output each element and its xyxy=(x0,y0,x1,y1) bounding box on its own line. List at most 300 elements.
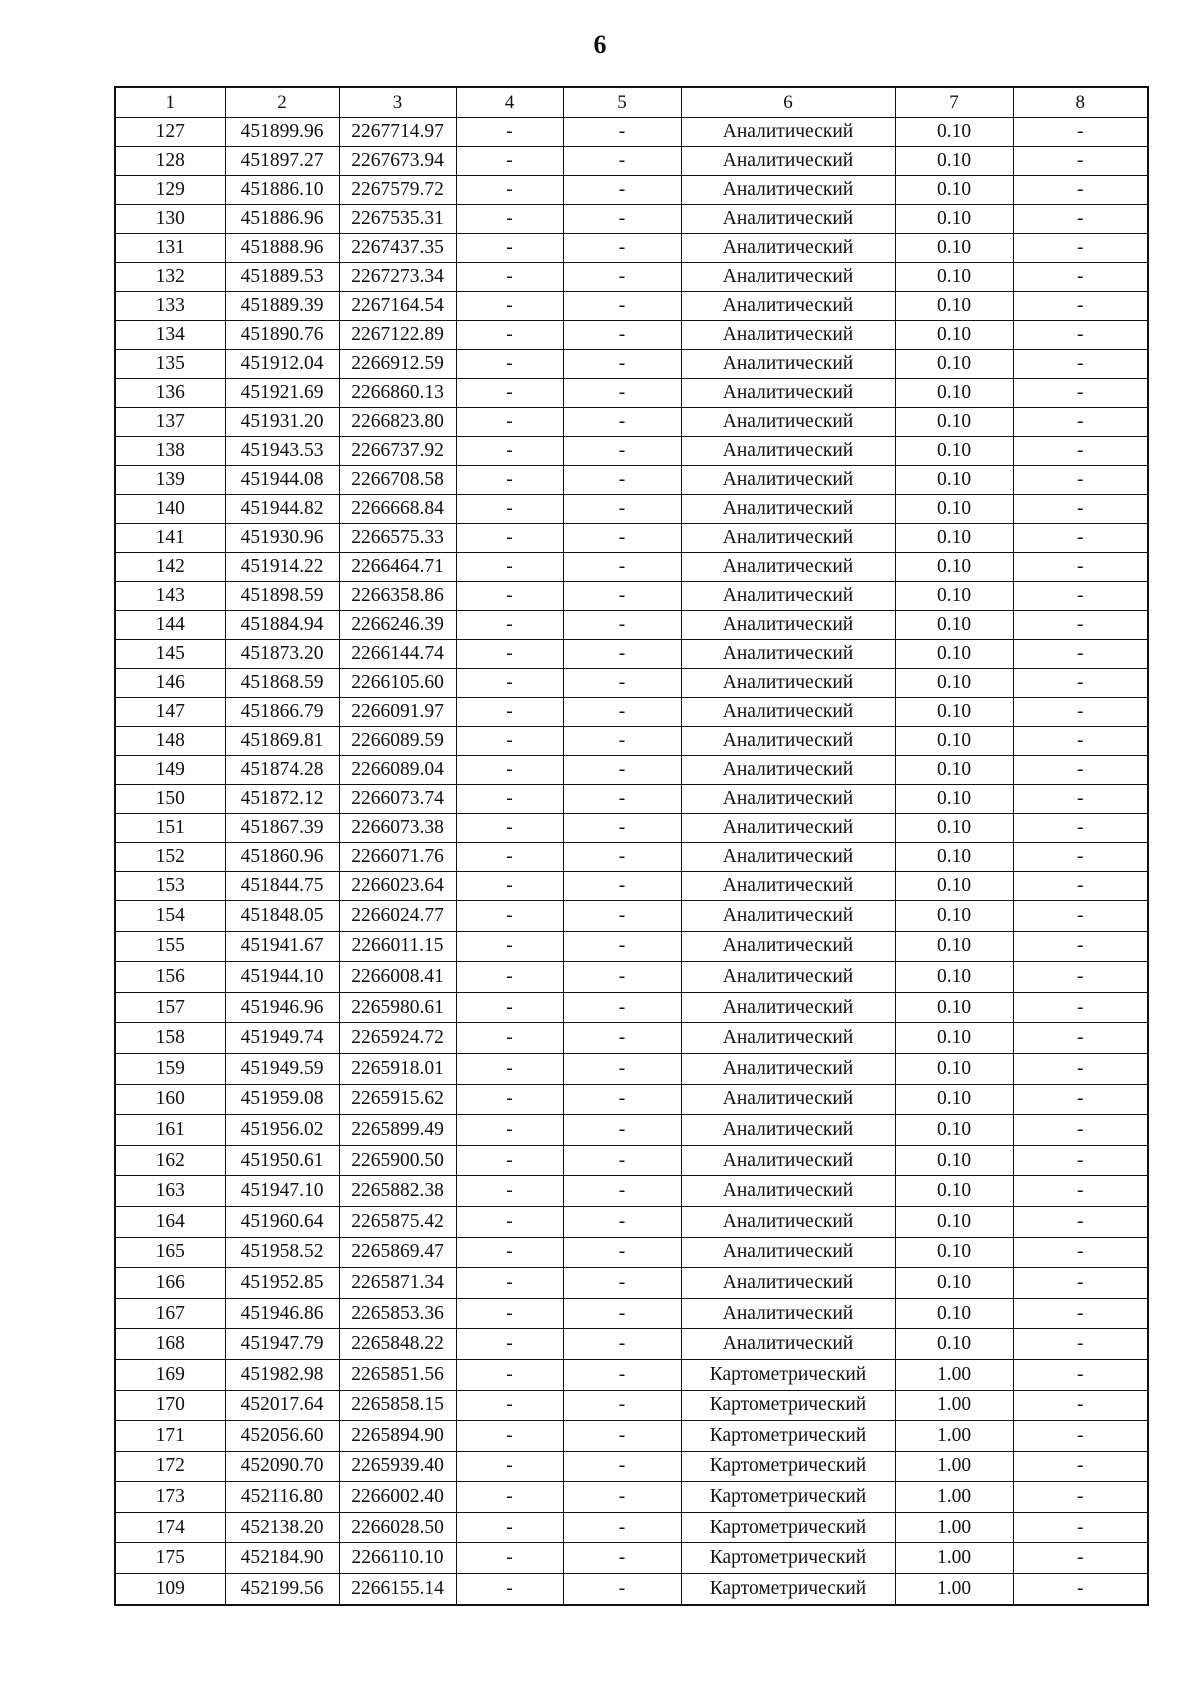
table-cell: 451866.79 xyxy=(225,698,339,727)
table-cell: Аналитический xyxy=(681,1176,895,1207)
table-cell: 2265899.49 xyxy=(339,1115,456,1146)
table-cell: - xyxy=(1013,1329,1148,1360)
table-cell: Аналитический xyxy=(681,1298,895,1329)
table-cell: 156 xyxy=(115,962,225,993)
table-cell: - xyxy=(1013,118,1148,147)
table-cell: 0.10 xyxy=(895,872,1013,901)
table-cell: - xyxy=(563,756,681,785)
table-cell: 0.10 xyxy=(895,1298,1013,1329)
table-cell: Аналитический xyxy=(681,321,895,350)
table-cell: 141 xyxy=(115,524,225,553)
table-cell: 0.10 xyxy=(895,205,1013,234)
table-cell: 0.10 xyxy=(895,611,1013,640)
table-cell: 127 xyxy=(115,118,225,147)
table-cell: Аналитический xyxy=(681,698,895,727)
table-row xyxy=(115,408,1148,437)
table-cell: - xyxy=(1013,698,1148,727)
table-cell: 159 xyxy=(115,1053,225,1084)
table-row xyxy=(115,553,1148,582)
table-cell: Аналитический xyxy=(681,814,895,843)
table-cell: 2265858.15 xyxy=(339,1390,456,1421)
table-cell: 2266028.50 xyxy=(339,1512,456,1543)
table-cell: 129 xyxy=(115,176,225,205)
table-cell: - xyxy=(563,814,681,843)
table-row xyxy=(115,263,1148,292)
table-cell: 451897.27 xyxy=(225,147,339,176)
table-cell: 0.10 xyxy=(895,263,1013,292)
table-row xyxy=(115,640,1148,669)
table-cell: 451889.53 xyxy=(225,263,339,292)
table-cell: 451873.20 xyxy=(225,640,339,669)
table-cell: 157 xyxy=(115,992,225,1023)
table-cell: 2266860.13 xyxy=(339,379,456,408)
table-cell: Аналитический xyxy=(681,379,895,408)
table-cell: Аналитический xyxy=(681,992,895,1023)
table-cell: - xyxy=(563,1084,681,1115)
table-row xyxy=(115,669,1148,698)
table-cell: 451844.75 xyxy=(225,872,339,901)
table-cell: - xyxy=(563,843,681,872)
table-cell: 170 xyxy=(115,1390,225,1421)
column-header: 3 xyxy=(339,87,456,118)
table-cell: - xyxy=(456,524,563,553)
table-cell: 0.10 xyxy=(895,495,1013,524)
table-cell: 0.10 xyxy=(895,931,1013,962)
table-cell: 2266008.41 xyxy=(339,962,456,993)
table-cell: Аналитический xyxy=(681,1145,895,1176)
table-row xyxy=(115,118,1148,147)
table-cell: 0.10 xyxy=(895,466,1013,495)
table-cell: Аналитический xyxy=(681,1023,895,1054)
table-cell: 451950.61 xyxy=(225,1145,339,1176)
table-cell: 173 xyxy=(115,1482,225,1513)
table-cell: 1.00 xyxy=(895,1421,1013,1452)
table-cell: Аналитический xyxy=(681,931,895,962)
table-cell: 0.10 xyxy=(895,992,1013,1023)
table-cell: 451947.79 xyxy=(225,1329,339,1360)
table-row xyxy=(115,1512,1148,1543)
table-cell: 2267579.72 xyxy=(339,176,456,205)
table-cell: - xyxy=(563,1115,681,1146)
table-cell: 452017.64 xyxy=(225,1390,339,1421)
column-header: 1 xyxy=(115,87,225,118)
table-cell: 2266668.84 xyxy=(339,495,456,524)
table-cell: 175 xyxy=(115,1543,225,1574)
table-cell: 1.00 xyxy=(895,1359,1013,1390)
table-cell: Аналитический xyxy=(681,640,895,669)
table-cell: - xyxy=(456,1298,563,1329)
table-cell: 2267535.31 xyxy=(339,205,456,234)
table-cell: 2266110.10 xyxy=(339,1543,456,1574)
column-header: 5 xyxy=(563,87,681,118)
table-cell: Картометрический xyxy=(681,1482,895,1513)
table-cell: 0.10 xyxy=(895,669,1013,698)
table-cell: - xyxy=(456,1023,563,1054)
table-cell: - xyxy=(563,698,681,727)
table-cell: - xyxy=(563,1023,681,1054)
column-header: 6 xyxy=(681,87,895,118)
table-cell: 160 xyxy=(115,1084,225,1115)
table-cell: - xyxy=(456,1268,563,1299)
table-cell: 451848.05 xyxy=(225,901,339,932)
table-cell: 143 xyxy=(115,582,225,611)
table-cell: - xyxy=(1013,1268,1148,1299)
table-row xyxy=(115,756,1148,785)
table-cell: - xyxy=(456,1145,563,1176)
table-cell: Аналитический xyxy=(681,785,895,814)
table-cell: - xyxy=(1013,1298,1148,1329)
table-cell: - xyxy=(1013,962,1148,993)
table-cell: - xyxy=(1013,176,1148,205)
table-cell: - xyxy=(456,1543,563,1574)
table-cell: 0.10 xyxy=(895,1023,1013,1054)
table-cell: Аналитический xyxy=(681,901,895,932)
table-cell: - xyxy=(1013,901,1148,932)
table-cell: 452199.56 xyxy=(225,1574,339,1605)
table-cell: - xyxy=(1013,495,1148,524)
table-cell: 2265871.34 xyxy=(339,1268,456,1299)
table-cell: 1.00 xyxy=(895,1451,1013,1482)
table-cell: 168 xyxy=(115,1329,225,1360)
table-cell: Аналитический xyxy=(681,1206,895,1237)
table-cell: 153 xyxy=(115,872,225,901)
table-cell: 451898.59 xyxy=(225,582,339,611)
table-cell: - xyxy=(456,408,563,437)
table-cell: - xyxy=(563,292,681,321)
table-cell: 451960.64 xyxy=(225,1206,339,1237)
table-cell: 2266823.80 xyxy=(339,408,456,437)
table-cell: - xyxy=(563,901,681,932)
table-cell: - xyxy=(1013,640,1148,669)
table-cell: - xyxy=(563,176,681,205)
table-cell: - xyxy=(456,466,563,495)
table-cell: 452116.80 xyxy=(225,1482,339,1513)
table-cell: - xyxy=(1013,1237,1148,1268)
table-cell: - xyxy=(456,1512,563,1543)
table-cell: 0.10 xyxy=(895,437,1013,466)
table-cell: 128 xyxy=(115,147,225,176)
table-cell: 0.10 xyxy=(895,408,1013,437)
table-cell: - xyxy=(563,1574,681,1605)
table-cell: - xyxy=(456,756,563,785)
table-cell: - xyxy=(456,992,563,1023)
table-cell: - xyxy=(563,1206,681,1237)
table-row xyxy=(115,292,1148,321)
table-cell: 138 xyxy=(115,437,225,466)
table-cell: 2266011.15 xyxy=(339,931,456,962)
table-row xyxy=(115,992,1148,1023)
table-cell: - xyxy=(456,1084,563,1115)
table-cell: 161 xyxy=(115,1115,225,1146)
table-cell: - xyxy=(1013,1359,1148,1390)
table-cell: 2266091.97 xyxy=(339,698,456,727)
table-cell: - xyxy=(1013,785,1148,814)
table-cell: - xyxy=(563,495,681,524)
table-cell: - xyxy=(456,205,563,234)
table-cell: Аналитический xyxy=(681,437,895,466)
table-cell: - xyxy=(563,408,681,437)
table-cell: 451868.59 xyxy=(225,669,339,698)
table-cell: - xyxy=(563,321,681,350)
table-cell: - xyxy=(563,1329,681,1360)
table-cell: 451958.52 xyxy=(225,1237,339,1268)
table-cell: 2266708.58 xyxy=(339,466,456,495)
table-cell: 2266246.39 xyxy=(339,611,456,640)
table-cell: Картометрический xyxy=(681,1543,895,1574)
table-row xyxy=(115,524,1148,553)
table-cell: Аналитический xyxy=(681,466,895,495)
table-cell: - xyxy=(563,350,681,379)
table-cell: - xyxy=(1013,727,1148,756)
table-cell: 1.00 xyxy=(895,1543,1013,1574)
table-cell: - xyxy=(563,234,681,263)
table-cell: Аналитический xyxy=(681,234,895,263)
table-cell: 452138.20 xyxy=(225,1512,339,1543)
table-cell: 0.10 xyxy=(895,1176,1013,1207)
table-cell: - xyxy=(563,1237,681,1268)
table-cell: Аналитический xyxy=(681,1329,895,1360)
table-cell: - xyxy=(1013,1206,1148,1237)
table-cell: - xyxy=(563,1482,681,1513)
table-cell: - xyxy=(1013,1023,1148,1054)
table-cell: - xyxy=(563,1298,681,1329)
table-cell: 2266024.77 xyxy=(339,901,456,932)
table-header-row xyxy=(115,87,1148,118)
table-cell: 169 xyxy=(115,1359,225,1390)
table-cell: 145 xyxy=(115,640,225,669)
table-cell: - xyxy=(1013,992,1148,1023)
table-cell: - xyxy=(456,582,563,611)
table-cell: Аналитический xyxy=(681,553,895,582)
table-cell: Аналитический xyxy=(681,962,895,993)
table-cell: - xyxy=(456,379,563,408)
table-cell: 0.10 xyxy=(895,962,1013,993)
table-cell: 0.10 xyxy=(895,350,1013,379)
table-row xyxy=(115,321,1148,350)
table-cell: - xyxy=(563,962,681,993)
table-row xyxy=(115,901,1148,932)
table-cell: 451946.86 xyxy=(225,1298,339,1329)
table-cell: 451959.08 xyxy=(225,1084,339,1115)
table-cell: 451947.10 xyxy=(225,1176,339,1207)
table-cell: 139 xyxy=(115,466,225,495)
table-cell: - xyxy=(563,553,681,582)
table-cell: 451860.96 xyxy=(225,843,339,872)
table-cell: - xyxy=(1013,1451,1148,1482)
table-row xyxy=(115,872,1148,901)
table-cell: - xyxy=(456,1176,563,1207)
table-cell: 451874.28 xyxy=(225,756,339,785)
table-cell: Аналитический xyxy=(681,408,895,437)
table-cell: - xyxy=(456,1359,563,1390)
table-cell: 133 xyxy=(115,292,225,321)
table-cell: 152 xyxy=(115,843,225,872)
table-cell: Картометрический xyxy=(681,1421,895,1452)
table-cell: 0.10 xyxy=(895,843,1013,872)
column-header: 2 xyxy=(225,87,339,118)
table-cell: 0.10 xyxy=(895,176,1013,205)
table-cell: 2266002.40 xyxy=(339,1482,456,1513)
table-cell: - xyxy=(563,205,681,234)
table-row xyxy=(115,350,1148,379)
table-cell: - xyxy=(1013,408,1148,437)
table-cell: - xyxy=(1013,466,1148,495)
table-cell: 149 xyxy=(115,756,225,785)
table-cell: - xyxy=(1013,843,1148,872)
table-cell: 147 xyxy=(115,698,225,727)
table-cell: 148 xyxy=(115,727,225,756)
table-cell: Аналитический xyxy=(681,118,895,147)
table-cell: - xyxy=(456,669,563,698)
table-row xyxy=(115,931,1148,962)
table-cell: - xyxy=(563,1359,681,1390)
table-cell: - xyxy=(456,234,563,263)
table-cell: 1.00 xyxy=(895,1482,1013,1513)
table-cell: - xyxy=(456,640,563,669)
table-cell: - xyxy=(456,698,563,727)
table-row xyxy=(115,205,1148,234)
table-cell: 0.10 xyxy=(895,727,1013,756)
table-cell: Аналитический xyxy=(681,176,895,205)
table-cell: 451889.39 xyxy=(225,292,339,321)
table-row xyxy=(115,727,1148,756)
table-cell: 142 xyxy=(115,553,225,582)
table-row xyxy=(115,1145,1148,1176)
table-cell: 0.10 xyxy=(895,814,1013,843)
table-cell: 2266089.04 xyxy=(339,756,456,785)
table-cell: 154 xyxy=(115,901,225,932)
table-cell: 451943.53 xyxy=(225,437,339,466)
table-cell: - xyxy=(456,1482,563,1513)
table-cell: 0.10 xyxy=(895,1115,1013,1146)
table-cell: 2266155.14 xyxy=(339,1574,456,1605)
table-cell: 452090.70 xyxy=(225,1451,339,1482)
table-row xyxy=(115,1206,1148,1237)
table-cell: Аналитический xyxy=(681,727,895,756)
table-cell: 2265853.36 xyxy=(339,1298,456,1329)
table-cell: - xyxy=(1013,611,1148,640)
table-cell: 0.10 xyxy=(895,901,1013,932)
column-header: 7 xyxy=(895,87,1013,118)
column-header: 4 xyxy=(456,87,563,118)
table-cell: - xyxy=(1013,234,1148,263)
table-cell: 1.00 xyxy=(895,1512,1013,1543)
table-cell: - xyxy=(563,263,681,292)
table-cell: 451899.96 xyxy=(225,118,339,147)
table-cell: 2267714.97 xyxy=(339,118,456,147)
table-cell: - xyxy=(1013,931,1148,962)
table-cell: - xyxy=(1013,1053,1148,1084)
table-cell: - xyxy=(1013,1574,1148,1605)
table-cell: 2265848.22 xyxy=(339,1329,456,1360)
table-cell: Аналитический xyxy=(681,495,895,524)
table-row xyxy=(115,611,1148,640)
table-cell: Картометрический xyxy=(681,1512,895,1543)
table-cell: - xyxy=(1013,1421,1148,1452)
table-cell: - xyxy=(563,1543,681,1574)
table-cell: 0.10 xyxy=(895,321,1013,350)
table-cell: - xyxy=(456,1421,563,1452)
table-cell: 0.10 xyxy=(895,1084,1013,1115)
table-row xyxy=(115,176,1148,205)
table-cell: Аналитический xyxy=(681,843,895,872)
table-cell: 451952.85 xyxy=(225,1268,339,1299)
table-cell: 0.10 xyxy=(895,1268,1013,1299)
table-cell: - xyxy=(1013,263,1148,292)
table-cell: 2266144.74 xyxy=(339,640,456,669)
table-cell: Аналитический xyxy=(681,263,895,292)
table-cell: - xyxy=(563,669,681,698)
table-row xyxy=(115,1421,1148,1452)
table-cell: 166 xyxy=(115,1268,225,1299)
table-cell: - xyxy=(1013,147,1148,176)
table-cell: 2265875.42 xyxy=(339,1206,456,1237)
table-cell: - xyxy=(1013,205,1148,234)
table-cell: 0.10 xyxy=(895,1329,1013,1360)
table-cell: 451884.94 xyxy=(225,611,339,640)
table-cell: - xyxy=(563,992,681,1023)
table-cell: 0.10 xyxy=(895,1237,1013,1268)
table-cell: 0.10 xyxy=(895,553,1013,582)
table-cell: 0.10 xyxy=(895,292,1013,321)
table-cell: Аналитический xyxy=(681,1268,895,1299)
table-cell: - xyxy=(456,147,563,176)
table-cell: 451956.02 xyxy=(225,1115,339,1146)
table-row xyxy=(115,466,1148,495)
table-cell: Аналитический xyxy=(681,1115,895,1146)
table-cell: - xyxy=(1013,292,1148,321)
table-cell: 163 xyxy=(115,1176,225,1207)
table-cell: - xyxy=(456,1574,563,1605)
table-cell: 452056.60 xyxy=(225,1421,339,1452)
table-cell: 109 xyxy=(115,1574,225,1605)
table-cell: 451872.12 xyxy=(225,785,339,814)
table-cell: 451921.69 xyxy=(225,379,339,408)
table-cell: - xyxy=(456,1206,563,1237)
table-cell: 2265869.47 xyxy=(339,1237,456,1268)
table-cell: - xyxy=(563,1512,681,1543)
table-cell: 0.10 xyxy=(895,118,1013,147)
table-cell: 0.10 xyxy=(895,234,1013,263)
table-row xyxy=(115,1053,1148,1084)
table-cell: 0.10 xyxy=(895,1145,1013,1176)
table-cell: Аналитический xyxy=(681,1237,895,1268)
table-cell: 140 xyxy=(115,495,225,524)
table-row xyxy=(115,1298,1148,1329)
table-cell: - xyxy=(456,292,563,321)
table-cell: 0.10 xyxy=(895,379,1013,408)
table-cell: 2266073.38 xyxy=(339,814,456,843)
table-cell: 2265851.56 xyxy=(339,1359,456,1390)
table-row xyxy=(115,437,1148,466)
table-cell: 158 xyxy=(115,1023,225,1054)
table-cell: - xyxy=(456,611,563,640)
table-row xyxy=(115,785,1148,814)
table-cell: 451886.96 xyxy=(225,205,339,234)
table-cell: 144 xyxy=(115,611,225,640)
table-cell: - xyxy=(1013,437,1148,466)
table-cell: - xyxy=(1013,379,1148,408)
table-cell: - xyxy=(1013,669,1148,698)
table-cell: 174 xyxy=(115,1512,225,1543)
table-cell: - xyxy=(456,727,563,756)
table-cell: - xyxy=(563,1421,681,1452)
table-cell: 146 xyxy=(115,669,225,698)
table-cell: - xyxy=(1013,872,1148,901)
table-cell: 1.00 xyxy=(895,1574,1013,1605)
table-body xyxy=(115,118,1148,1605)
table-cell: 2267673.94 xyxy=(339,147,456,176)
